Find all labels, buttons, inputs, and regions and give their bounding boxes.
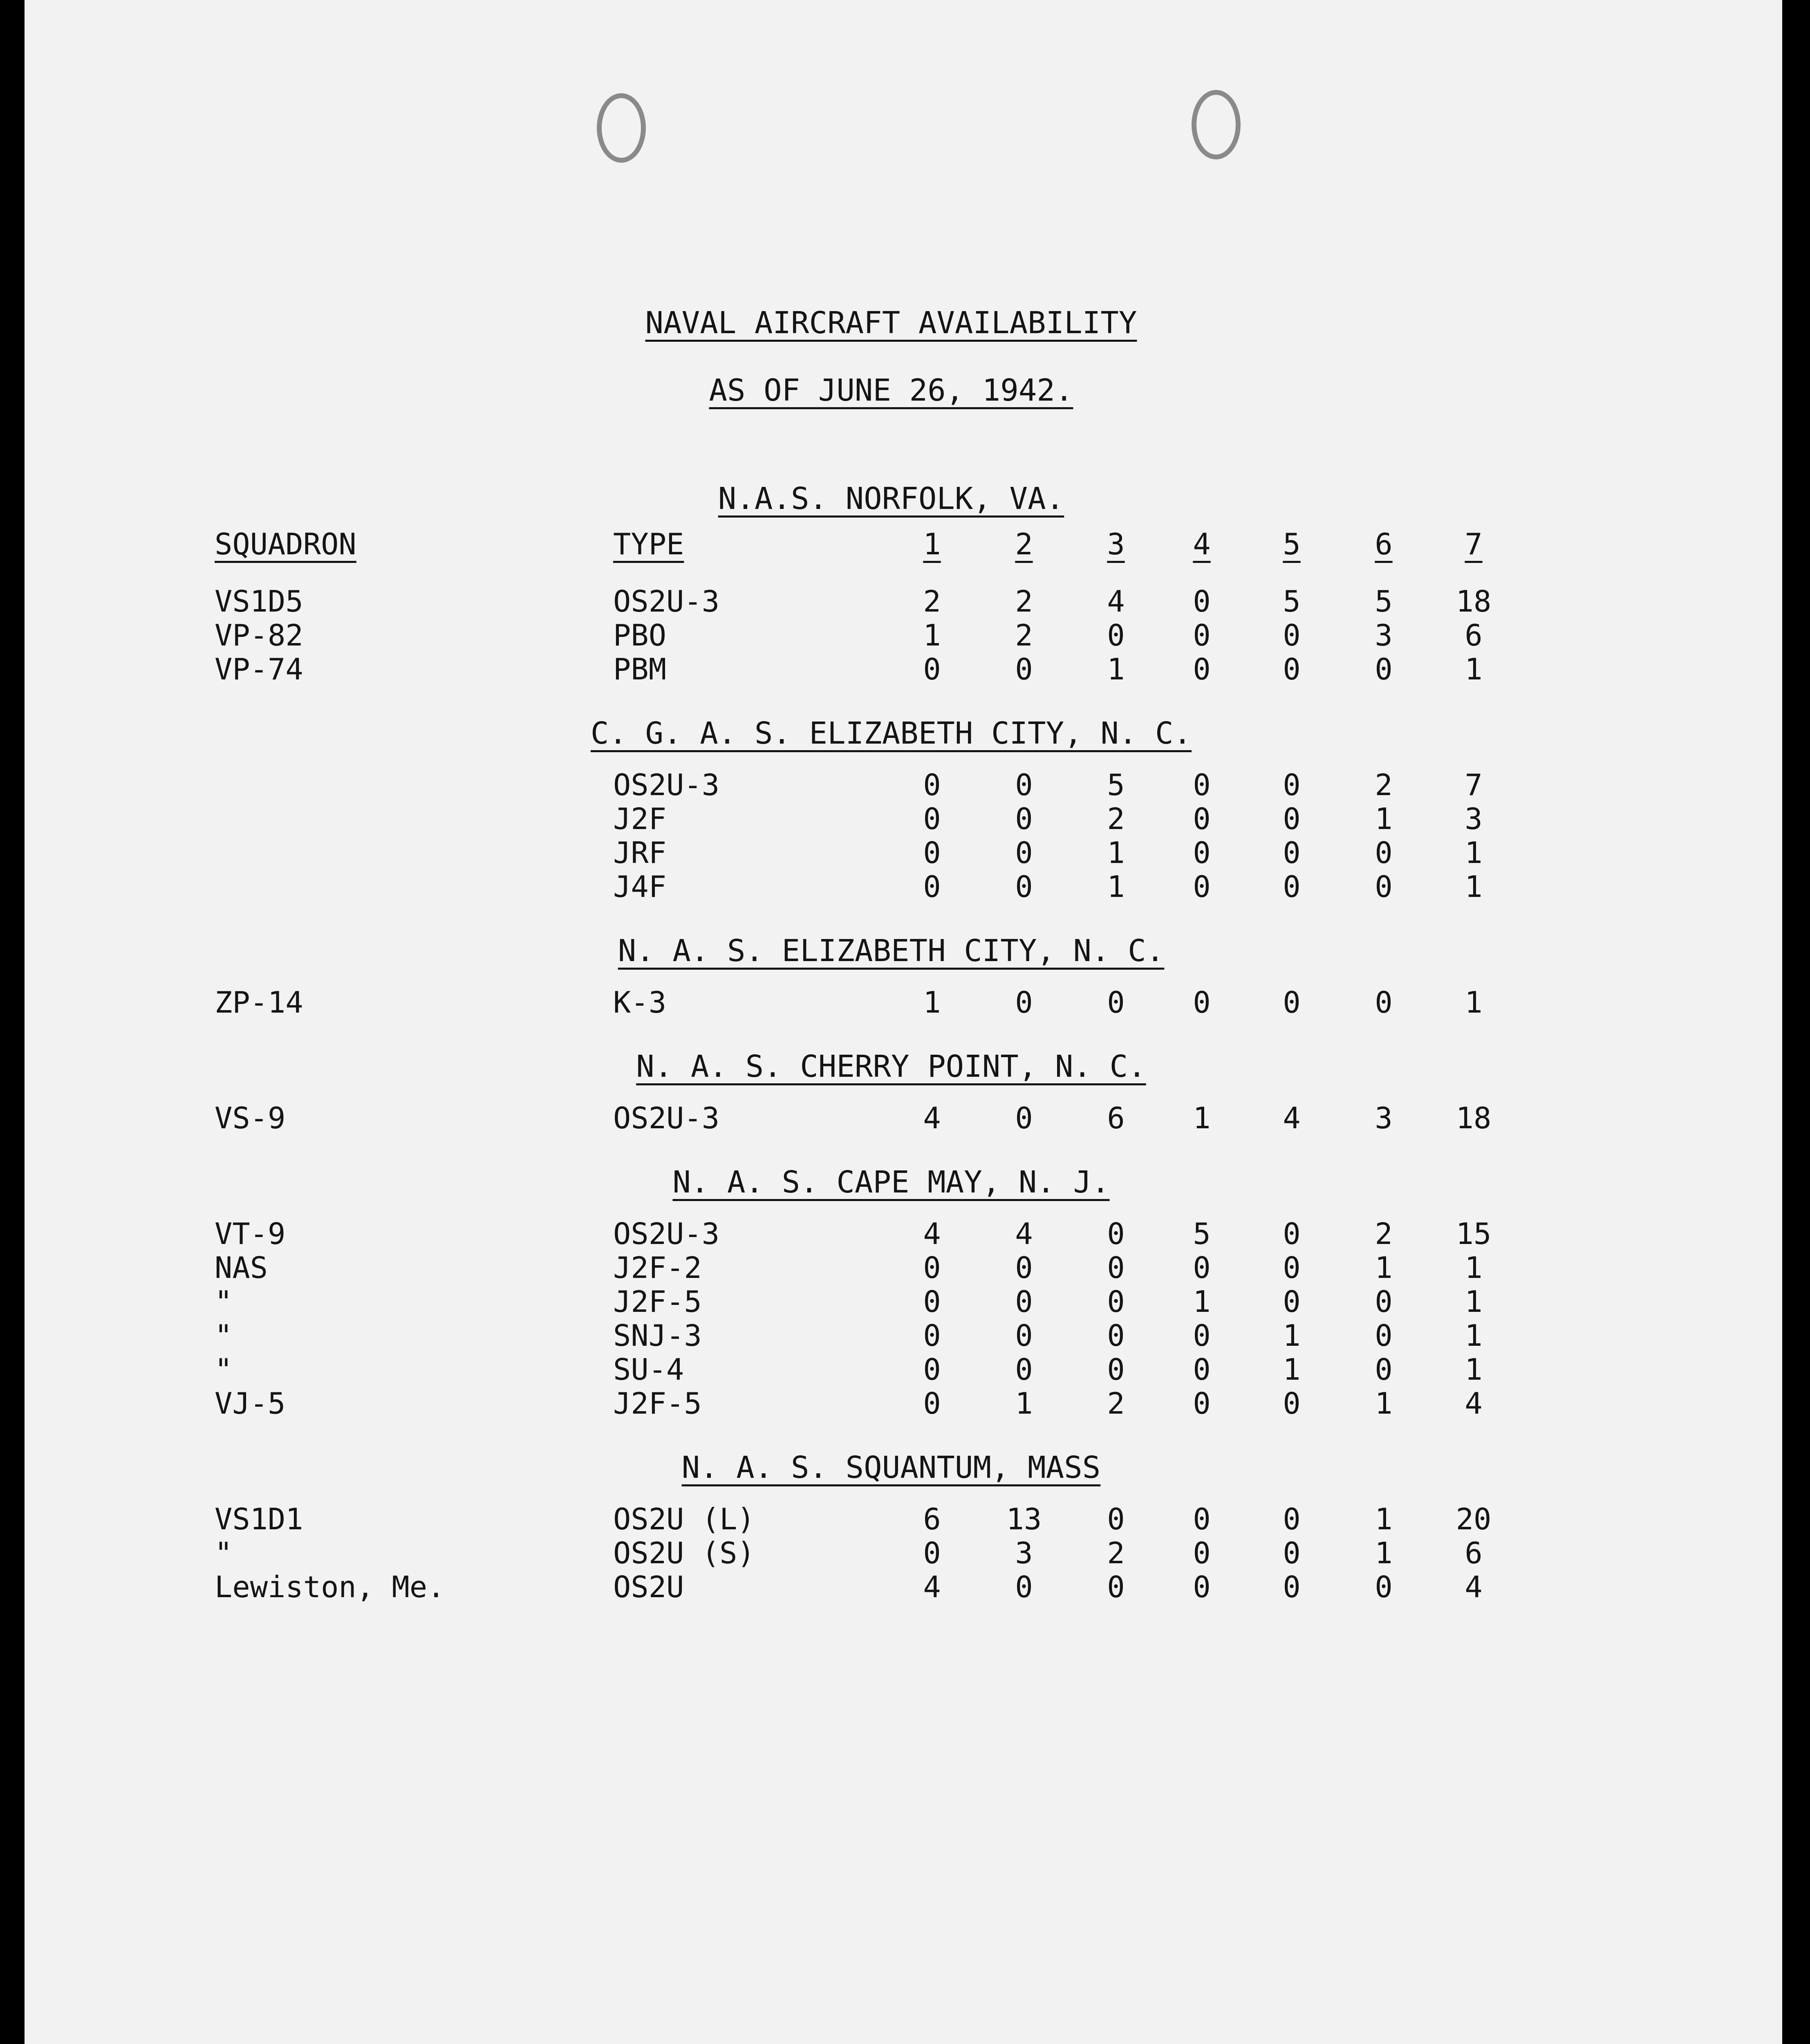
cell-type: OS2U (S): [613, 1536, 755, 1570]
cell-col-7: 18: [1456, 584, 1492, 619]
column-header-type: TYPE: [613, 527, 684, 561]
cell-col-5: 4: [1283, 1101, 1301, 1135]
cell-col-2: 0: [1015, 1570, 1033, 1604]
cell-type: J2F-5: [613, 1386, 702, 1421]
cell-type: SU-4: [613, 1352, 684, 1387]
table-row: [25, 1387, 1782, 1421]
cell-col-5: 0: [1283, 652, 1301, 686]
cell-squadron: ZP-14: [215, 985, 303, 1020]
cell-col-1: 0: [923, 1284, 941, 1319]
cell-squadron: ": [215, 1284, 233, 1319]
cell-col-4: 0: [1193, 1386, 1211, 1421]
cell-col-4: 0: [1193, 584, 1211, 619]
section-gap: [25, 1083, 1782, 1101]
cell-col-1: 4: [923, 1217, 941, 1251]
cell-col-3: 4: [1107, 584, 1125, 619]
table-row: [25, 619, 1782, 652]
cell-col-7: 4: [1465, 1386, 1483, 1421]
cell-col-3: 0: [1107, 985, 1125, 1020]
cell-type: OS2U-3: [613, 768, 720, 802]
cell-col-2: 2: [1015, 584, 1033, 619]
cell-col-7: 1: [1465, 652, 1483, 686]
cell-col-4: 0: [1193, 1251, 1211, 1285]
cell-col-6: 3: [1375, 618, 1393, 652]
cell-col-4: 0: [1193, 870, 1211, 904]
cell-col-3: 0: [1107, 1284, 1125, 1319]
cell-col-3: 1: [1107, 836, 1125, 870]
cell-squadron: ": [215, 1352, 233, 1387]
document-title: NAVAL AIRCRAFT AVAILABILITY: [645, 305, 1137, 341]
cell-col-4: 0: [1193, 836, 1211, 870]
cell-col-1: 1: [923, 618, 941, 652]
cell-col-4: 0: [1193, 652, 1211, 686]
cell-col-6: 2: [1375, 1217, 1393, 1251]
cell-col-7: 18: [1456, 1101, 1492, 1135]
cell-type: OS2U-3: [613, 584, 720, 619]
cell-type: JRF: [613, 836, 667, 870]
table-row: [25, 1536, 1782, 1570]
cell-col-2: 4: [1015, 1217, 1033, 1251]
cell-col-6: 0: [1375, 1284, 1393, 1319]
cell-type: J4F: [613, 870, 667, 904]
document-header: [25, 305, 1782, 427]
cell-col-5: 0: [1283, 1284, 1301, 1319]
cell-col-3: 2: [1107, 802, 1125, 836]
cell-col-5: 0: [1283, 1251, 1301, 1285]
cell-col-7: 20: [1456, 1502, 1492, 1536]
table-row: [25, 652, 1782, 686]
cell-col-4: 5: [1193, 1217, 1211, 1251]
table-row: [25, 1353, 1782, 1387]
cell-col-2: 13: [1006, 1502, 1042, 1536]
cell-type: SNJ-3: [613, 1318, 702, 1353]
cell-col-3: 6: [1107, 1101, 1125, 1135]
cell-col-7: 6: [1465, 1536, 1483, 1570]
cell-squadron: Lewiston, Me.: [215, 1570, 445, 1604]
cell-col-5: 0: [1283, 802, 1301, 836]
cell-col-1: 6: [923, 1502, 941, 1536]
table-row: [25, 1502, 1782, 1536]
cell-col-1: 0: [923, 1386, 941, 1421]
cell-col-5: 0: [1283, 618, 1301, 652]
table-row: [25, 986, 1782, 1020]
cell-squadron: ": [215, 1318, 233, 1353]
cell-col-5: 0: [1283, 836, 1301, 870]
column-header-1: 1: [923, 527, 941, 561]
column-header-squadron: SQUADRON: [215, 527, 356, 561]
cell-squadron: VP-82: [215, 618, 303, 652]
cell-col-4: 0: [1193, 1318, 1211, 1353]
cell-col-3: 2: [1107, 1386, 1125, 1421]
cell-col-3: 1: [1107, 652, 1125, 686]
cell-col-2: 0: [1015, 652, 1033, 686]
cell-col-2: 0: [1015, 1352, 1033, 1387]
table-row: [25, 802, 1782, 836]
column-header-2: 2: [1015, 527, 1033, 561]
column-header-3: 3: [1107, 527, 1125, 561]
table-row: [25, 870, 1782, 904]
cell-squadron: VS1D5: [215, 584, 303, 619]
cell-col-4: 0: [1193, 802, 1211, 836]
cell-col-4: 1: [1193, 1101, 1211, 1135]
cell-col-3: 5: [1107, 768, 1125, 802]
cell-col-2: 0: [1015, 1318, 1033, 1353]
cell-col-6: 0: [1375, 870, 1393, 904]
cell-col-1: 0: [923, 870, 941, 904]
document-date: AS OF JUNE 26, 1942.: [709, 373, 1073, 408]
section-title-text: N. A. S. SQUANTUM, MASS: [681, 1450, 1101, 1485]
cell-col-6: 0: [1375, 985, 1393, 1020]
cell-col-5: 1: [1283, 1318, 1301, 1353]
section-title-text: N. A. S. CHERRY POINT, N. C.: [636, 1049, 1146, 1084]
column-header-7: 7: [1465, 527, 1483, 561]
cell-col-1: 0: [923, 1536, 941, 1570]
column-header-6: 6: [1375, 527, 1393, 561]
section-gap: [25, 750, 1782, 768]
cell-col-4: 0: [1193, 1352, 1211, 1387]
cell-col-4: 0: [1193, 768, 1211, 802]
cell-col-5: 0: [1283, 870, 1301, 904]
table-row: [25, 1217, 1782, 1251]
section-gap: [25, 686, 1782, 705]
section-title: [25, 705, 1782, 750]
cell-col-6: 0: [1375, 836, 1393, 870]
section-title: [25, 1038, 1782, 1083]
cell-squadron: VT-9: [215, 1217, 286, 1251]
cell-col-1: 0: [923, 836, 941, 870]
cell-col-7: 1: [1465, 870, 1483, 904]
cell-col-4: 0: [1193, 1502, 1211, 1536]
cell-col-3: 0: [1107, 1217, 1125, 1251]
cell-col-5: 5: [1283, 584, 1301, 619]
cell-col-1: 4: [923, 1570, 941, 1604]
cell-col-3: 0: [1107, 1251, 1125, 1285]
cell-type: OS2U-3: [613, 1217, 720, 1251]
section-title-text: N. A. S. ELIZABETH CITY, N. C.: [618, 933, 1165, 968]
cell-col-7: 1: [1465, 1318, 1483, 1353]
cell-col-6: 1: [1375, 1386, 1393, 1421]
cell-col-2: 0: [1015, 985, 1033, 1020]
cell-col-7: 1: [1465, 1352, 1483, 1387]
cell-col-2: 0: [1015, 802, 1033, 836]
cell-col-6: 5: [1375, 584, 1393, 619]
cell-col-1: 2: [923, 584, 941, 619]
cell-col-7: 6: [1465, 618, 1483, 652]
cell-col-2: 0: [1015, 870, 1033, 904]
cell-col-2: 0: [1015, 1284, 1033, 1319]
cell-col-4: 0: [1193, 1536, 1211, 1570]
cell-col-4: 0: [1193, 1570, 1211, 1604]
section-title: [25, 922, 1782, 967]
table-row: [25, 1285, 1782, 1319]
cell-col-5: 0: [1283, 768, 1301, 802]
section-title-text: N.A.S. NORFOLK, VA.: [718, 481, 1064, 516]
cell-type: PBO: [613, 618, 667, 652]
cell-type: OS2U (L): [613, 1502, 755, 1536]
column-header-5: 5: [1283, 527, 1301, 561]
cell-col-3: 0: [1107, 618, 1125, 652]
cell-col-3: 0: [1107, 1352, 1125, 1387]
cell-squadron: VS-9: [215, 1101, 286, 1135]
cell-col-2: 0: [1015, 768, 1033, 802]
cell-col-6: 0: [1375, 1352, 1393, 1387]
section-gap: [25, 1421, 1782, 1439]
cell-col-2: 3: [1015, 1536, 1033, 1570]
cell-col-4: 0: [1193, 618, 1211, 652]
section-gap: [25, 1199, 1782, 1217]
cell-col-7: 1: [1465, 985, 1483, 1020]
cell-col-6: 1: [1375, 1502, 1393, 1536]
cell-col-5: 0: [1283, 1570, 1301, 1604]
section-title: [25, 1154, 1782, 1199]
cell-type: OS2U-3: [613, 1101, 720, 1135]
cell-col-1: 0: [923, 768, 941, 802]
cell-col-6: 0: [1375, 1570, 1393, 1604]
cell-col-5: 0: [1283, 985, 1301, 1020]
table-row: [25, 1101, 1782, 1135]
cell-col-3: 0: [1107, 1318, 1125, 1353]
cell-col-2: 0: [1015, 836, 1033, 870]
section-gap: [25, 967, 1782, 986]
column-header-row: [25, 527, 1782, 585]
cell-col-7: 1: [1465, 836, 1483, 870]
cell-squadron: VS1D1: [215, 1502, 303, 1536]
cell-type: J2F: [613, 802, 667, 836]
cell-col-2: 2: [1015, 618, 1033, 652]
punch-hole-right: [1192, 90, 1241, 159]
availability-table: [25, 470, 1782, 1604]
column-header-4: 4: [1193, 527, 1211, 561]
cell-col-7: 1: [1465, 1284, 1483, 1319]
cell-squadron: VP-74: [215, 652, 303, 686]
cell-col-5: 1: [1283, 1352, 1301, 1387]
section-title-text: C. G. A. S. ELIZABETH CITY, N. C.: [590, 716, 1192, 751]
cell-col-2: 1: [1015, 1386, 1033, 1421]
cell-col-7: 15: [1456, 1217, 1492, 1251]
cell-col-1: 0: [923, 1352, 941, 1387]
punch-hole-left: [597, 93, 646, 163]
cell-col-1: 0: [923, 652, 941, 686]
cell-col-1: 4: [923, 1101, 941, 1135]
cell-col-1: 0: [923, 802, 941, 836]
cell-type: J2F-2: [613, 1251, 702, 1285]
cell-col-3: 0: [1107, 1570, 1125, 1604]
cell-type: PBM: [613, 652, 667, 686]
cell-type: OS2U: [613, 1570, 684, 1604]
cell-col-6: 1: [1375, 1251, 1393, 1285]
table-row: [25, 1251, 1782, 1285]
cell-squadron: NAS: [215, 1251, 268, 1285]
cell-col-6: 2: [1375, 768, 1393, 802]
cell-col-7: 7: [1465, 768, 1483, 802]
cell-col-6: 0: [1375, 652, 1393, 686]
cell-col-3: 1: [1107, 870, 1125, 904]
cell-col-2: 0: [1015, 1101, 1033, 1135]
section-title: [25, 1439, 1782, 1484]
cell-col-4: 1: [1193, 1284, 1211, 1319]
cell-type: J2F-5: [613, 1284, 702, 1319]
cell-col-5: 0: [1283, 1217, 1301, 1251]
cell-col-2: 0: [1015, 1251, 1033, 1285]
cell-col-5: 0: [1283, 1536, 1301, 1570]
cell-col-6: 0: [1375, 1318, 1393, 1353]
cell-col-6: 3: [1375, 1101, 1393, 1135]
section-title: [25, 470, 1782, 515]
section-gap: [25, 1020, 1782, 1038]
table-row: [25, 836, 1782, 870]
cell-col-7: 1: [1465, 1251, 1483, 1285]
cell-squadron: ": [215, 1536, 233, 1570]
table-row: [25, 585, 1782, 619]
cell-col-6: 1: [1375, 1536, 1393, 1570]
section-gap: [25, 1135, 1782, 1154]
cell-col-7: 3: [1465, 802, 1483, 836]
cell-col-6: 1: [1375, 802, 1393, 836]
section-gap: [25, 904, 1782, 922]
table-row: [25, 1570, 1782, 1604]
cell-col-5: 0: [1283, 1386, 1301, 1421]
cell-col-1: 0: [923, 1251, 941, 1285]
section-title-text: N. A. S. CAPE MAY, N. J.: [672, 1165, 1110, 1200]
cell-squadron: VJ-5: [215, 1386, 286, 1421]
cell-col-1: 1: [923, 985, 941, 1020]
cell-col-3: 2: [1107, 1536, 1125, 1570]
table-row: [25, 768, 1782, 802]
section-gap: [25, 1484, 1782, 1502]
cell-col-7: 4: [1465, 1570, 1483, 1604]
cell-col-1: 0: [923, 1318, 941, 1353]
cell-col-4: 0: [1193, 985, 1211, 1020]
document-sheet: [25, 0, 1782, 2044]
cell-type: K-3: [613, 985, 667, 1020]
cell-col-3: 0: [1107, 1502, 1125, 1536]
cell-col-5: 0: [1283, 1502, 1301, 1536]
table-row: [25, 1319, 1782, 1353]
